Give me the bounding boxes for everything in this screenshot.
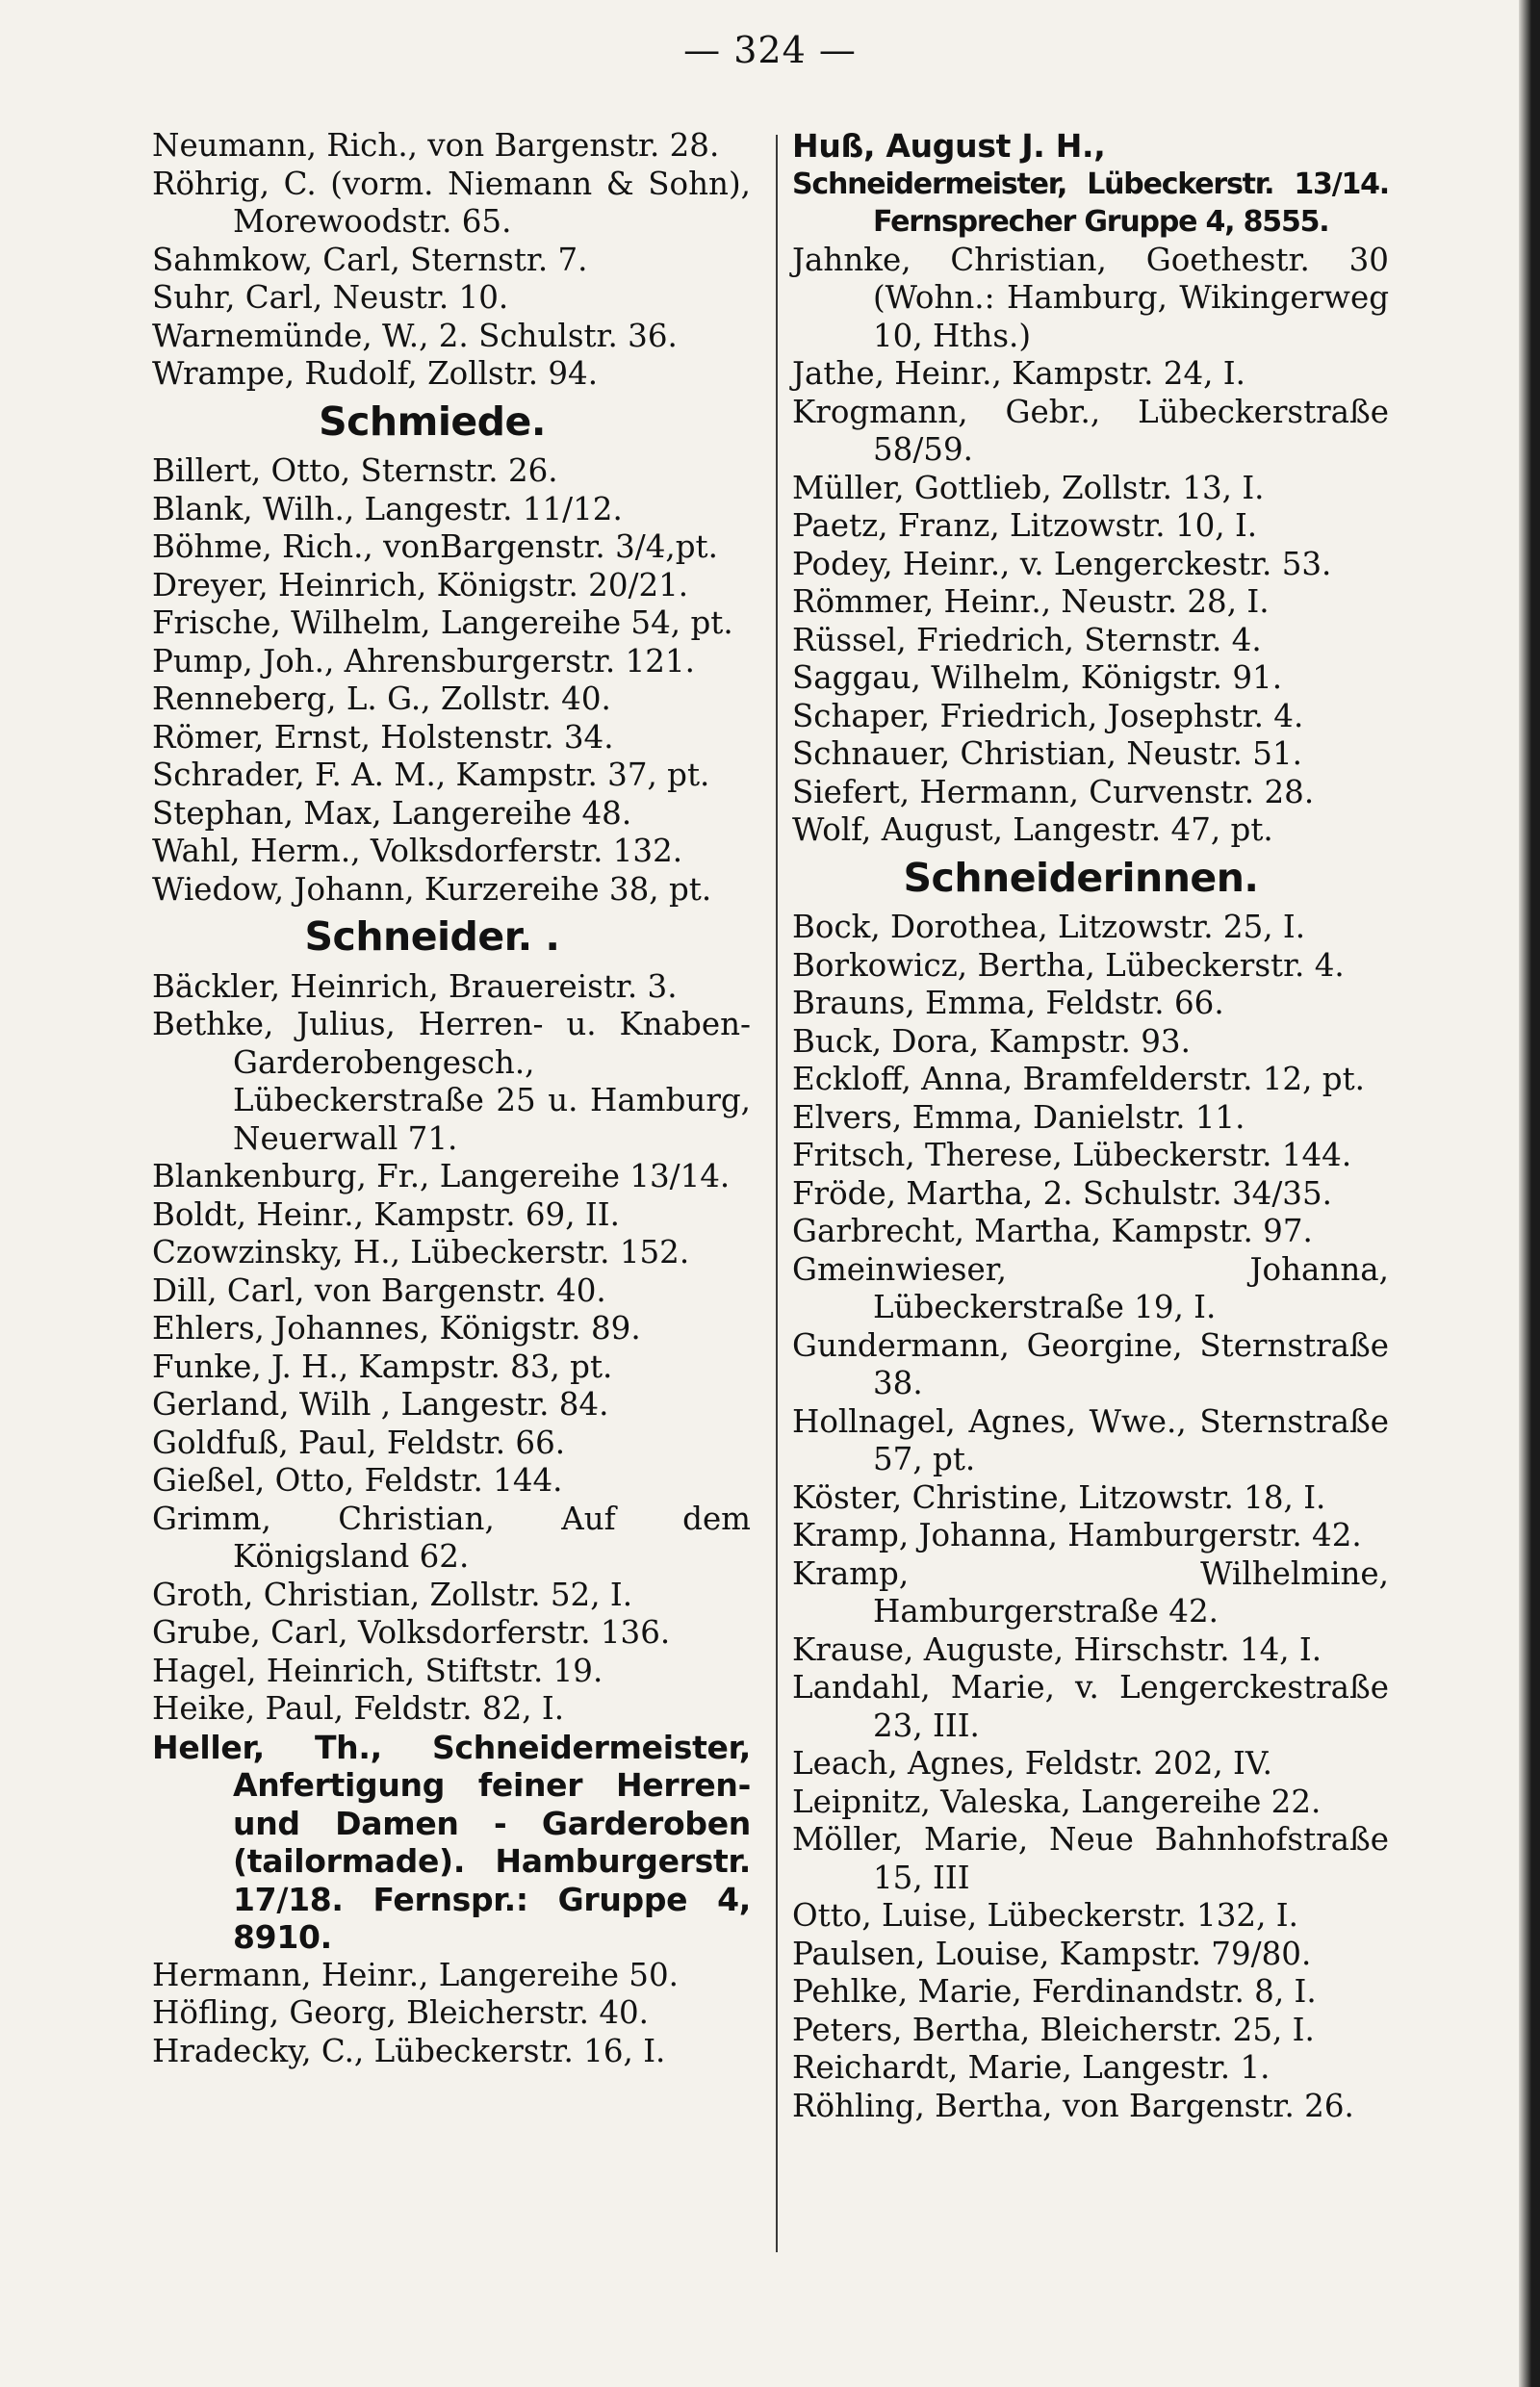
directory-entry: Paetz, Franz, Litzowstr. 10, I. (792, 507, 1258, 544)
section-heading: Schmiede. (319, 398, 546, 445)
directory-entry: Peters, Bertha, Bleicherstr. 25, I. (792, 2011, 1315, 2048)
directory-entry: Gundermann, Georgine, Sternstraße 38. (792, 1326, 1389, 1401)
directory-entry: Jahnke, Christian, Goethestr. 30 (Wohn.: Hamburg, Wikingerweg 10, Hths.) (792, 241, 1389, 354)
directory-entry: Billert, Otto, Sternstr. 26. (152, 452, 558, 489)
section-heading: Schneider. . (304, 913, 560, 960)
directory-entry: Leach, Agnes, Feldstr. 202, IV. (792, 1745, 1272, 1782)
directory-entry: Böhme, Rich., vonBargenstr. 3/4,pt. (152, 528, 718, 565)
directory-entry: Jathe, Heinr., Kampstr. 24, I. (792, 355, 1245, 392)
page-edge (1519, 0, 1540, 2387)
directory-entry: Sahmkow, Carl, Sternstr. 7. (152, 241, 588, 278)
directory-entry: Dreyer, Heinrich, Königstr. 20/21. (152, 566, 689, 603)
directory-entry: Suhr, Carl, Neustr. 10. (152, 279, 509, 316)
directory-entry: Gießel, Otto, Feldstr. 144. (152, 1462, 563, 1499)
directory-entry: Hermann, Heinr., Langereihe 50. (152, 1956, 679, 1993)
directory-entry: Reichardt, Marie, Langestr. 1. (792, 2049, 1270, 2086)
directory-entry: Blank, Wilh., Langestr. 11/12. (152, 490, 623, 527)
directory-entry: Wahl, Herm., Volksdorferstr. 132. (152, 833, 683, 869)
directory-entry: Schaper, Friedrich, Josephstr. 4. (792, 697, 1304, 734)
directory-entry: Gmeinwieser, Johanna, Lübeckerstraße 19, I. (792, 1250, 1389, 1325)
directory-entry: Röhrig, C. (vorm. Niemann & Sohn), Morewoodstr. 65. (152, 165, 751, 240)
directory-entry: Röhling, Bertha, von Bargenstr. 26. (792, 2087, 1354, 2124)
directory-entry: Römmer, Heinr., Neustr. 28, I. (792, 583, 1270, 620)
column-divider (776, 135, 778, 2252)
directory-entry: Garbrecht, Martha, Kampstr. 97. (792, 1213, 1313, 1249)
directory-entry: Schnauer, Christian, Neustr. 51. (792, 735, 1302, 772)
directory-entry: Stephan, Max, Langereihe 48. (152, 794, 632, 832)
directory-entry: Renneberg, L. G., Zollstr. 40. (152, 680, 611, 717)
directory-entry: Funke, J. H., Kampstr. 83, pt. (152, 1348, 613, 1385)
directory-entry: Frische, Wilhelm, Langereihe 54, pt. (152, 604, 733, 641)
directory-entry: Eckloff, Anna, Bramfelderstr. 12, pt. (792, 1061, 1365, 1097)
directory-entry: Blankenburg, Fr., Langereihe 13/14. (152, 1158, 731, 1194)
directory-entry: Wrampe, Rudolf, Zollstr. 94. (152, 355, 599, 392)
directory-entry: Wolf, August, Langestr. 47, pt. (792, 811, 1273, 848)
page-number: — 324 — (683, 29, 857, 71)
directory-entry: Fröde, Martha, 2. Schulstr. 34/35. (792, 1174, 1332, 1212)
directory-entry: Dill, Carl, von Bargenstr. 40. (152, 1271, 606, 1309)
right-column (792, 127, 1389, 2125)
directory-entry: Heike, Paul, Feldstr. 82, I. (152, 1690, 565, 1727)
directory-entry: Saggau, Wilhelm, Königstr. 91. (792, 659, 1283, 696)
directory-entry: Heller, Th., Schneidermeister, Anfertigung feiner Herren- und Damen - Garderoben (tailormade). Hamburgerstr. 17/18. Fernspr.: Gruppe 4, 8910. (152, 1728, 751, 1956)
directory-entry: Landahl, Marie, v. Lengerckestraße 23, III. (792, 1669, 1389, 1744)
section-heading: Schneiderinnen. (903, 854, 1259, 901)
directory-entry: Paulsen, Louise, Kampstr. 79/80. (792, 1935, 1312, 1972)
directory-entry: Groth, Christian, Zollstr. 52, I. (152, 1576, 633, 1613)
directory-entry: Müller, Gottlieb, Zollstr. 13, I. (792, 469, 1265, 506)
directory-entry: Huß, August J. H., (792, 127, 1106, 165)
directory-entry: Kramp, Wilhelmine, Hamburgerstraße 42. (792, 1554, 1389, 1630)
directory-entry: Hollnagel, Agnes, Wwe., Sternstraße 57, pt. (792, 1402, 1389, 1477)
directory-entry: Bethke, Julius, Herren- u. Knaben-Garderobengesch., Lübeckerstraße 25 u. Hamburg, Neuerwall 71. (152, 1006, 751, 1157)
directory-entry: Leipnitz, Valeska, Langereihe 22. (792, 1783, 1322, 1820)
directory-entry: Fritsch, Therese, Lübeckerstr. 144. (792, 1137, 1352, 1173)
directory-entry: Czowzinsky, H., Lübeckerstr. 152. (152, 1234, 690, 1270)
directory-entry: Schrader, F. A. M., Kampstr. 37, pt. (152, 757, 710, 793)
directory-entry: Rüssel, Friedrich, Sternstr. 4. (792, 621, 1262, 658)
directory-entry: Schneidermeister, Lübeckerstr. 13/14. Fernsprecher Gruppe 4, 8555. (792, 167, 1389, 239)
directory-entry: Goldfuß, Paul, Feldstr. 66. (152, 1424, 566, 1461)
directory-entry: Podey, Heinr., v. Lengerckestr. 53. (792, 545, 1332, 582)
directory-entry: Elvers, Emma, Danielstr. 11. (792, 1098, 1245, 1136)
directory-entry: Boldt, Heinr., Kampstr. 69, II. (152, 1195, 620, 1233)
directory-entry: Krause, Auguste, Hirschstr. 14, I. (792, 1630, 1322, 1668)
directory-entry: Wiedow, Johann, Kurzereihe 38, pt. (152, 870, 712, 908)
directory-entry: Bäckler, Heinrich, Brauereistr. 3. (152, 967, 678, 1005)
directory-entry: Pump, Joh., Ahrensburgerstr. 121. (152, 642, 695, 680)
directory-entry: Brauns, Emma, Feldstr. 66. (792, 985, 1224, 1021)
directory-entry: Grube, Carl, Volksdorferstr. 136. (152, 1614, 671, 1651)
directory-entry: Borkowicz, Bertha, Lübeckerstr. 4. (792, 946, 1345, 984)
directory-entry: Höfling, Georg, Bleicherstr. 40. (152, 1994, 650, 2031)
directory-entry: Neumann, Rich., von Bargenstr. 28. (152, 127, 720, 164)
directory-entry: Grimm, Christian, Auf dem Königsland 62. (152, 1500, 751, 1575)
directory-entry: Gerland, Wilh , Langestr. 84. (152, 1386, 609, 1423)
directory-entry: Kramp, Johanna, Hamburgerstr. 42. (792, 1517, 1362, 1553)
directory-entry: Hradecky, C., Lübeckerstr. 16, I. (152, 2032, 666, 2069)
directory-entry: Bock, Dorothea, Litzowstr. 25, I. (792, 909, 1306, 945)
directory-entry: Möller, Marie, Neue Bahnhofstraße 15, III (792, 1821, 1389, 1896)
directory-entry: Warnemünde, W., 2. Schulstr. 36. (152, 317, 678, 354)
directory-entry: Ehlers, Johannes, Königstr. 89. (152, 1310, 641, 1347)
directory-entry: Siefert, Hermann, Curvenstr. 28. (792, 773, 1315, 810)
directory-entry: Pehlke, Marie, Ferdinandstr. 8, I. (792, 1973, 1317, 2010)
left-column (152, 127, 751, 2070)
directory-entry: Köster, Christine, Litzowstr. 18, I. (792, 1478, 1326, 1516)
directory-entry: Krogmann, Gebr., Lübeckerstraße 58/59. (792, 393, 1389, 468)
directory-entry: Römer, Ernst, Holstenstr. 34. (152, 718, 614, 756)
directory-entry: Otto, Luise, Lübeckerstr. 132, I. (792, 1897, 1298, 1934)
directory-entry: Hagel, Heinrich, Stiftstr. 19. (152, 1652, 603, 1689)
directory-entry: Buck, Dora, Kampstr. 93. (792, 1022, 1191, 1060)
